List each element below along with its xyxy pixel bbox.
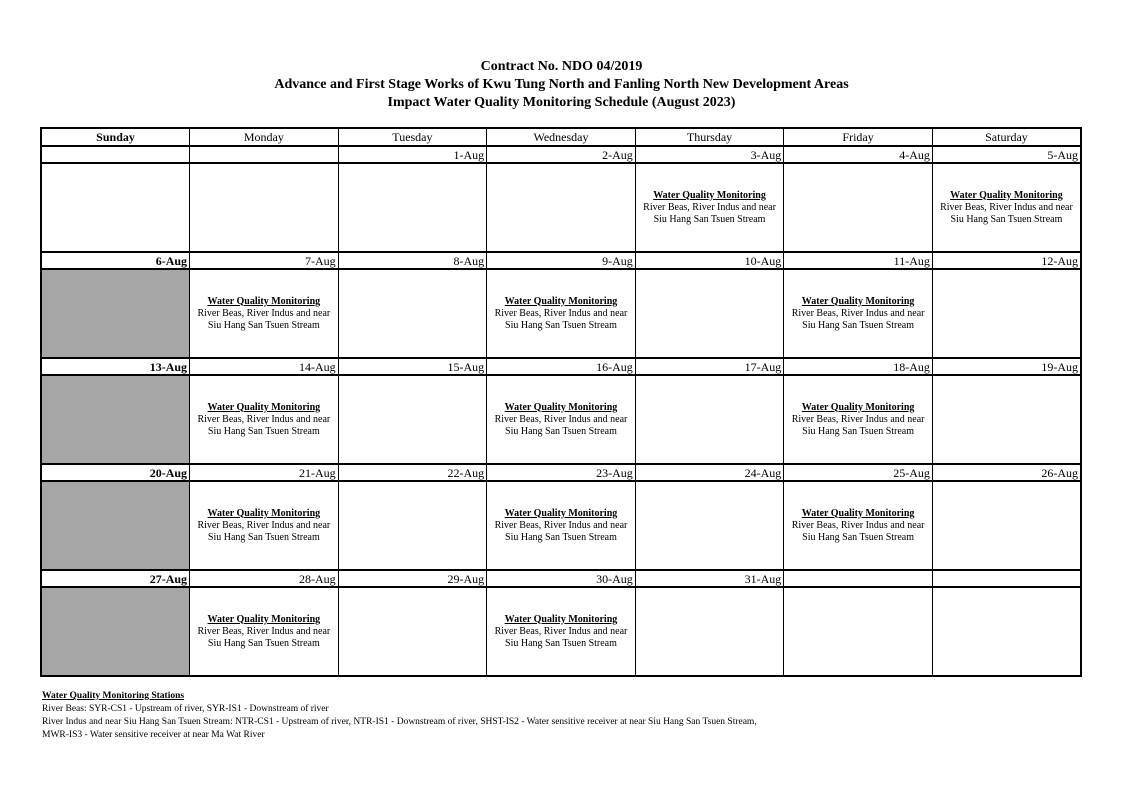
week-content-row bbox=[41, 163, 1081, 252]
date-label: 24-Aug bbox=[635, 464, 784, 481]
monitoring-event bbox=[190, 296, 338, 332]
day-cell bbox=[41, 269, 190, 358]
day-cell bbox=[784, 163, 933, 252]
date-label: 10-Aug bbox=[635, 252, 784, 269]
event-location: Siu Hang San Tsuen Stream bbox=[653, 213, 766, 225]
day-cell bbox=[338, 269, 487, 358]
day-cell bbox=[487, 481, 636, 570]
day-cell bbox=[338, 163, 487, 252]
monitoring-event bbox=[636, 190, 784, 226]
event-title: Water Quality Monitoring bbox=[950, 189, 1063, 201]
legend-title: Water Quality Monitoring Stations bbox=[42, 691, 185, 701]
schedule-title: Impact Water Quality Monitoring Schedule (August 2023) bbox=[387, 95, 736, 110]
date-label: 3-Aug bbox=[635, 146, 784, 163]
date-label: 11-Aug bbox=[784, 252, 933, 269]
project-title: Advance and First Stage Works of Kwu Tung North and Fanling North New Development Areas bbox=[274, 77, 849, 92]
document-header bbox=[0, 58, 1123, 112]
event-title: Water Quality Monitoring bbox=[207, 507, 321, 519]
monitoring-event bbox=[784, 296, 932, 332]
event-title: Water Quality Monitoring bbox=[207, 613, 321, 625]
legend-line: River Indus and near Siu Hang San Tsuen Stream: NTR-CS1 - Upstream of river, NTR-IS1 - Downstream of river, SHST-IS2 - Water sensitive receiver at near Siu Hang San Tsuen Stream, bbox=[42, 717, 757, 727]
day-cell bbox=[932, 163, 1081, 252]
event-location: Siu Hang San Tsuen Stream bbox=[802, 319, 915, 331]
monitoring-event bbox=[487, 296, 635, 332]
week-content-row bbox=[41, 481, 1081, 570]
monitoring-event bbox=[487, 508, 635, 544]
event-location: Siu Hang San Tsuen Stream bbox=[505, 637, 617, 649]
event-title: Water Quality Monitoring bbox=[504, 401, 618, 413]
event-location: River Beas, River Indus and near bbox=[197, 413, 331, 425]
monitoring-event bbox=[784, 402, 932, 438]
event-location: River Beas, River Indus and near bbox=[197, 519, 331, 531]
date-label bbox=[784, 570, 933, 587]
date-label: 22-Aug bbox=[338, 464, 487, 481]
day-cell bbox=[41, 375, 190, 464]
week-date-row bbox=[41, 464, 1081, 481]
date-label: 1-Aug bbox=[338, 146, 487, 163]
event-location: Siu Hang San Tsuen Stream bbox=[207, 319, 320, 331]
date-label: 27-Aug bbox=[41, 570, 190, 587]
date-label: 18-Aug bbox=[784, 358, 933, 375]
monitoring-event bbox=[190, 614, 338, 650]
event-location: River Beas, River Indus and near bbox=[791, 307, 925, 319]
day-cell bbox=[635, 481, 784, 570]
day-cell bbox=[932, 587, 1081, 676]
date-label: 29-Aug bbox=[338, 570, 487, 587]
event-title: Water Quality Monitoring bbox=[653, 189, 766, 201]
date-label: 2-Aug bbox=[487, 146, 636, 163]
week-content-row bbox=[41, 375, 1081, 464]
weekday-header: Tuesday bbox=[338, 128, 487, 146]
date-label: 8-Aug bbox=[338, 252, 487, 269]
date-label: 19-Aug bbox=[932, 358, 1081, 375]
date-label: 16-Aug bbox=[487, 358, 636, 375]
event-location: River Beas, River Indus and near bbox=[494, 413, 628, 425]
day-cell bbox=[784, 375, 933, 464]
date-label: 6-Aug bbox=[41, 252, 190, 269]
date-label: 26-Aug bbox=[932, 464, 1081, 481]
date-label: 23-Aug bbox=[487, 464, 636, 481]
day-cell bbox=[635, 163, 784, 252]
day-cell bbox=[487, 269, 636, 358]
event-location: Siu Hang San Tsuen Stream bbox=[505, 425, 617, 437]
date-label: 21-Aug bbox=[190, 464, 339, 481]
week-content-row bbox=[41, 587, 1081, 676]
day-cell bbox=[41, 481, 190, 570]
date-label: 28-Aug bbox=[190, 570, 339, 587]
date-label: 7-Aug bbox=[190, 252, 339, 269]
weekday-header: Wednesday bbox=[487, 128, 636, 146]
monitoring-event bbox=[190, 508, 338, 544]
weekday-header: Sunday bbox=[41, 128, 190, 146]
event-location: Siu Hang San Tsuen Stream bbox=[802, 531, 915, 543]
event-location: River Beas, River Indus and near bbox=[494, 307, 628, 319]
event-location: River Beas, River Indus and near bbox=[494, 625, 628, 637]
event-location: River Beas, River Indus and near bbox=[197, 307, 331, 319]
day-cell bbox=[338, 587, 487, 676]
day-cell bbox=[190, 375, 339, 464]
event-title: Water Quality Monitoring bbox=[504, 613, 618, 625]
monitoring-event bbox=[933, 190, 1080, 226]
date-label: 4-Aug bbox=[784, 146, 933, 163]
day-cell bbox=[41, 587, 190, 676]
event-title: Water Quality Monitoring bbox=[801, 295, 915, 307]
event-location: Siu Hang San Tsuen Stream bbox=[207, 531, 320, 543]
date-label bbox=[190, 146, 339, 163]
weekday-header: Friday bbox=[784, 128, 933, 146]
event-location: Siu Hang San Tsuen Stream bbox=[207, 425, 320, 437]
date-label: 13-Aug bbox=[41, 358, 190, 375]
date-label: 14-Aug bbox=[190, 358, 339, 375]
event-location: River Beas, River Indus and near bbox=[940, 201, 1073, 213]
date-label bbox=[41, 146, 190, 163]
weekday-header: Saturday bbox=[932, 128, 1081, 146]
event-location: Siu Hang San Tsuen Stream bbox=[950, 213, 1063, 225]
event-title: Water Quality Monitoring bbox=[207, 401, 321, 413]
monitoring-event bbox=[190, 402, 338, 438]
day-cell bbox=[932, 481, 1081, 570]
day-cell bbox=[190, 587, 339, 676]
week-date-row bbox=[41, 252, 1081, 269]
day-cell bbox=[338, 481, 487, 570]
event-location: River Beas, River Indus and near bbox=[791, 519, 925, 531]
event-location: River Beas, River Indus and near bbox=[791, 413, 925, 425]
date-label: 30-Aug bbox=[487, 570, 636, 587]
event-location: River Beas, River Indus and near bbox=[643, 201, 776, 213]
event-location: Siu Hang San Tsuen Stream bbox=[207, 637, 320, 649]
contract-number: Contract No. NDO 04/2019 bbox=[480, 59, 643, 74]
date-label: 17-Aug bbox=[635, 358, 784, 375]
day-cell bbox=[338, 375, 487, 464]
stations-legend bbox=[42, 690, 757, 742]
weekday-header: Monday bbox=[190, 128, 339, 146]
day-cell bbox=[487, 163, 636, 252]
event-title: Water Quality Monitoring bbox=[801, 401, 915, 413]
day-cell bbox=[784, 269, 933, 358]
week-date-row bbox=[41, 570, 1081, 587]
date-label: 9-Aug bbox=[487, 252, 636, 269]
day-cell bbox=[932, 375, 1081, 464]
monitoring-event bbox=[487, 402, 635, 438]
event-location: River Beas, River Indus and near bbox=[197, 625, 331, 637]
day-cell bbox=[190, 163, 339, 252]
event-title: Water Quality Monitoring bbox=[504, 295, 618, 307]
monitoring-event bbox=[487, 614, 635, 650]
weekday-header: Thursday bbox=[635, 128, 784, 146]
legend-line: River Beas: SYR-CS1 - Upstream of river, SYR-IS1 - Downstream of river bbox=[42, 704, 329, 714]
date-label: 20-Aug bbox=[41, 464, 190, 481]
calendar-table bbox=[40, 127, 1082, 677]
day-cell bbox=[784, 587, 933, 676]
day-cell bbox=[635, 375, 784, 464]
event-location: Siu Hang San Tsuen Stream bbox=[505, 531, 617, 543]
date-label bbox=[932, 570, 1081, 587]
date-label: 5-Aug bbox=[932, 146, 1081, 163]
week-date-row bbox=[41, 358, 1081, 375]
legend-line: MWR-IS3 - Water sensitive receiver at near Ma Wat River bbox=[42, 730, 265, 740]
event-location: River Beas, River Indus and near bbox=[494, 519, 628, 531]
date-label: 12-Aug bbox=[932, 252, 1081, 269]
day-cell bbox=[635, 587, 784, 676]
day-cell bbox=[635, 269, 784, 358]
event-location: Siu Hang San Tsuen Stream bbox=[505, 319, 617, 331]
monitoring-event bbox=[784, 508, 932, 544]
date-label: 31-Aug bbox=[635, 570, 784, 587]
week-content-row bbox=[41, 269, 1081, 358]
weekday-header-row bbox=[41, 128, 1081, 146]
day-cell bbox=[932, 269, 1081, 358]
day-cell bbox=[487, 375, 636, 464]
event-title: Water Quality Monitoring bbox=[207, 295, 321, 307]
day-cell bbox=[784, 481, 933, 570]
event-location: Siu Hang San Tsuen Stream bbox=[802, 425, 915, 437]
event-title: Water Quality Monitoring bbox=[801, 507, 915, 519]
day-cell bbox=[41, 163, 190, 252]
day-cell bbox=[190, 481, 339, 570]
day-cell bbox=[190, 269, 339, 358]
event-title: Water Quality Monitoring bbox=[504, 507, 618, 519]
day-cell bbox=[487, 587, 636, 676]
week-date-row bbox=[41, 146, 1081, 163]
date-label: 25-Aug bbox=[784, 464, 933, 481]
date-label: 15-Aug bbox=[338, 358, 487, 375]
